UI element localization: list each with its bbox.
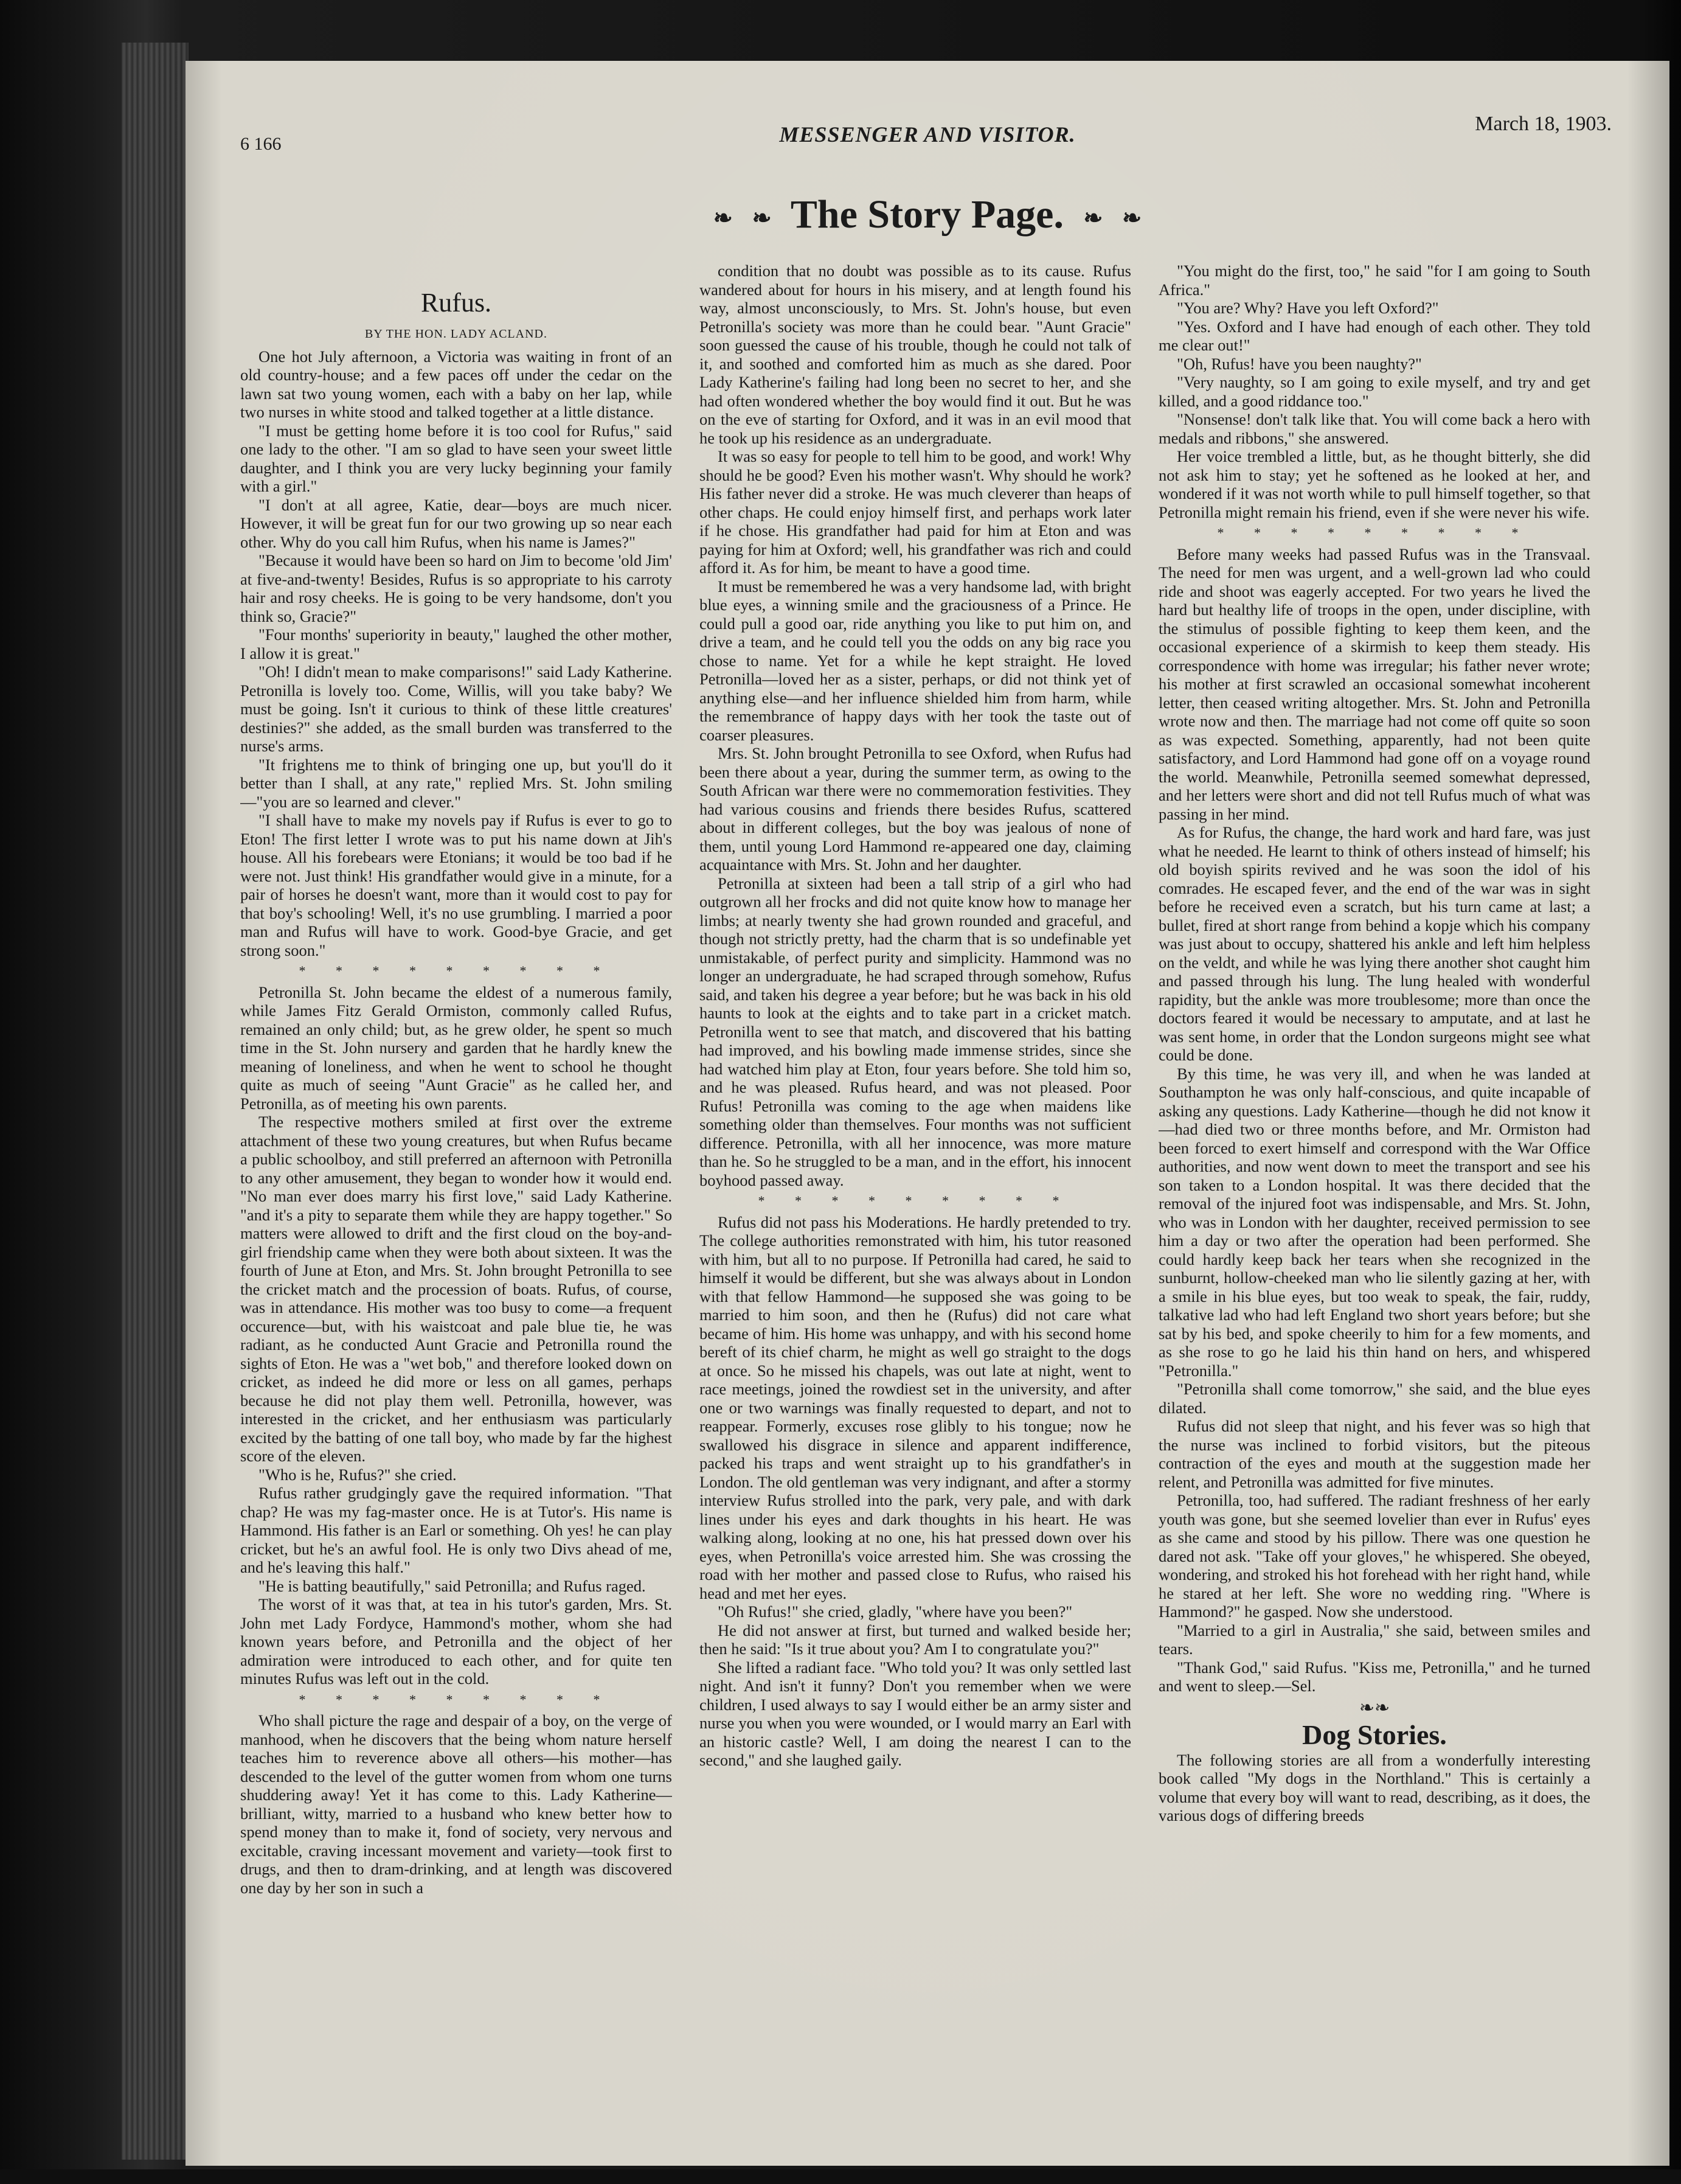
story-paragraph: Her voice trembled a little, but, as he thought bitterly, she did not ask him to stay; yet he softened as he looked at her, and wondered if it was not worth while to pull himself together, so that Petronilla might remain his friend, even if she were never his wife.: [1159, 447, 1590, 521]
story-paragraph: One hot July afternoon, a Victoria was waiting in front of an old country-house; and a few paces off under the cedar on the lawn sat two young women, each with a baby on her lap, while two nurses in white stood and talked together at a little distance.: [240, 347, 672, 421]
leaf-ornament-icon: ❧: [1083, 206, 1103, 232]
story-paragraph: The respective mothers smiled at first over the extreme attachment of these two young creatures, but when Rufus became a public schoolboy, and still preferred an afternoon with Petronilla to any other amusement, they began to wonder how it would end. "No man ever does marry his first love," said Lady Katherine. "and it's a pity to separate them while they are happy together." So matters were allowed to drift and the first cloud on the boy-and-girl friendship came when they were both about sixteen. It was the fourth of June at Eton, and Mrs. St. John brought Petronilla to see the cricket match and the procession of boats. Rufus, of course, was in attendance. His mother was too busy to come—a frequent occurence—but, with his waistcoat and pale blue tie, he was radiant, as he conducted Aunt Gracie and Petronilla round the sights of Eton. He was a "wet bob," and therefore looked down on cricket, as indeed he did more or less on all games, perhaps because he did not play them well. Petronilla, however, was interested in the cricket, and her enthusiasm was particularly excited by the batting of one tall boy, who made by far the highest score of the eleven.: [240, 1113, 672, 1465]
story-paragraph: "Married to a girl in Australia," she said, between smiles and tears.: [1159, 1621, 1590, 1658]
page-number: 6 166: [240, 134, 282, 154]
story-paragraph: Who shall picture the rage and despair of a boy, on the verge of manhood, when he discovers that the being whom nature herself teaches him to reverence above all others—his mother—has descended to the level of the gutter women from whom one turns shuddering away! Yet it has come to this. Lady Katherine—brilliant, witty, married to a husband who knew better how to spend money than to make it, fond of society, very nervous and excitable, craving incessant movement and variety—took first to drugs, and then to dram-drinking, and at length was discovered one day by her son in such a: [240, 1711, 672, 1897]
story-paragraph: "Yes. Oxford and I have had enough of each other. They told me clear out!": [1159, 317, 1590, 354]
column-2: [699, 262, 1131, 2160]
leaf-ornament-icon: ❧: [1122, 206, 1142, 232]
story-paragraph: "It frightens me to think of bringing one up, but you'll do it better than I shall, at any rate," replied Mrs. St. John smiling—"you are so learned and clever.": [240, 755, 672, 811]
story-paragraph: "Thank God," said Rufus. "Kiss me, Petronilla," and he turned and went to sleep.—Sel.: [1159, 1658, 1590, 1695]
story-paragraph: "I don't at all agree, Katie, dear—boys are much nicer. However, it will be great fun for our two growing up so near each other. Why do you call him Rufus, when his name is James?": [240, 495, 672, 551]
story-paragraph: It was so easy for people to tell him to be good, and work! Why should he be good? Even his mother wasn't. Why should he work? His father never did a stroke. He was much cleverer than heaps of other chaps. He could enjoy himself first, and perhaps work later if he chose. His grandfather had paid for him at Eton and was paying for him at Oxford; well, his grandfather was rich and could afford it. As for him, be meant to have a good time.: [699, 447, 1131, 577]
story-paragraph: She lifted a radiant face. "Who told you? It was only settled last night. And isn't it funny? Don't you remember when we were children, I used always to say I would either be an army sister and nurse you when you were wounded, or I would marry an Earl with an historic castle? Well, I am doing the nearest I can to the second," and she laughed gaily.: [699, 1658, 1131, 1769]
story-paragraph: "Nonsense! don't talk like that. You will come back a hero with medals and ribbons," she answered.: [1159, 410, 1590, 447]
divider-ornament-icon: [1159, 1699, 1590, 1718]
story-paragraph: Before many weeks had passed Rufus was in the Transvaal. The need for men was urgent, and a well-grown lad who could ride and shoot was eagerly accepted. For two years he lived the hard but healthy life of troops in the open, under discipline, with the stimulus of possible fighting to keep them keen, and the occasional experience of a skirmish to keep them steady. His correspondence with home was irregular; his father never wrote; his mother at first scrawled an occasional somewhat incoherent letter, then ceased writing altogether. Mrs. St. John and Petronilla wrote now and then. The marriage had not come off quite so soon as was expected. Something, apparently, had not been quite satisfactory, and Lord Hammond had gone off on a voyage round the world. Meanwhile, Petronilla seemed somewhat depressed, and her letters were short and did not tell Rufus much of what was passing in her mind.: [1159, 544, 1590, 823]
story-paragraph: "Oh, Rufus! have you been naughty?": [1177, 354, 1422, 373]
story-paragraph: The worst of it was that, at tea in his tutor's garden, Mrs. St. John met Lady Fordyce, Hammond's mother, whom she had known years before, and Petronilla and the object of her admiration were introduced to each other, and for quite ten minutes Rufus was left out in the cold.: [240, 1595, 672, 1688]
story-paragraph: As for Rufus, the change, the hard work and hard fare, was just what he needed. He learnt to think of others instead of himself; his old boyish spirits revived and he was soon the idol of his comrades. He escaped fever, and the end of the war was in sight before he received even a scratch, but his turn came at last; a bullet, fired at short range from behind a kopje which his company was just about to occupy, shattered his ankle and left him helpless on the veldt, and while he was lying there another shot caught him and passed through his lung. The lung healed with wonderful rapidity, but the ankle was more troublesome; more than once the doctors feared it would be necessary to amputate, and at last he was sent home, in order that the London surgeons might see what could be done.: [1159, 823, 1590, 1064]
column-3: [1159, 262, 1590, 2160]
story-paragraph: By this time, he was very ill, and when he was landed at Southampton he was only half-conscious, and quite incapable of asking any questions. Lady Katherine—though he did not know it—had died two or three months before, and Mr. Ormiston had been forced to exert himself and correspond with the War Office authorities, and now went down to meet the transport and see his son taken to a London hospital. It was there decided that the removal of the injured foot was indispensable, and Mrs. St. John, who was in London with her daughter, received permission to see him a day or two after the operation had been performed. She could hardly keep back her tears when she recognized in the sunburnt, hollow-cheeked man who lie silently gazing at her, with a smile in his blue eyes, but too weak to speak, the fair, ruddy, talkative lad who had left England two short years before; but she sat by his bed, and spoke cheerily to him for a few moments, and as she rose to go he laid his thin hand on hers, and whispered "Petronilla.": [1159, 1064, 1590, 1380]
story-paragraph: "Four months' superiority in beauty," laughed the other mother, I allow it is great.": [240, 625, 672, 663]
story-paragraph: Petronilla at sixteen had been a tall strip of a girl who had outgrown all her frocks and did not quite know how to manage her limbs; at nearly twenty she had grown rounded and graceful, and though not strictly pretty, had the charm that is so undefinable yet unmistakable, of perfect purity and simplicity. Hammond was no longer an undergraduate, he had scraped through somehow, Rufus said, and taken his degree a year before; but he was back in his old haunts to look at the eights and to take part in a cricket match. Petronilla went to see that match, and discovered that his batting had improved, and his bowling made immense strides, since she had watched him play at Eton, four years before. She told him so, and he was pleased. Rufus heard, and was not pleased. Poor Rufus! Petronilla was coming to the age when maidens like something older than themselves. Four months was not sufficient difference. Petronilla, with all her innocence, was more mature than he. So he struggled to be a man, and in the effort, his innocent boyhood passed away.: [699, 874, 1131, 1189]
story-paragraph: "Because it would have been so hard on Jim to become 'old Jim' at five-and-twenty! Besides, Rufus is so appropriate to his carroty hair and rosy cheeks. He is going to be very handsome, don't you think so, Gracie?": [240, 551, 672, 625]
story-paragraph: Rufus did not pass his Moderations. He hardly pretended to try. The college authorities remonstrated with him, his tutor reasoned with him, but all to no purpose. If Petronilla had cared, he said to himself it would be different, but she was always about in London with that fellow Hammond—he supposed she was going to be married to him soon, and then he (Rufus) did not care what became of him. His home was unhappy, and with his second home bereft of its chief charm, he might as well go straight to the dogs at once. So he missed his chapels, was out late at night, went to race meetings, joined the rowdiest set in the university, and after one or two warnings was finally requested to depart, and not to reappear. Formerly, excuses rose glibly to his tongue; now he swallowed his disgrace in silence and apparent indifference, packed his traps and went straight up to his grandfather's in London. The old gentleman was very indignant, and after a stormy interview Rufus strolled into the park, very pale, and with dark lines under his eyes and dark thoughts in his heart. He was walking along, looking at no one, his hat pressed down over his eyes, when Petronilla's voice arrested him. She was crossing the road with her mother and passed close to Rufus, who raised his head and met her eyes.: [699, 1212, 1131, 1602]
section-break-stars: * * * * * * * * *: [299, 1691, 614, 1707]
story-paragraph: He did not answer at first, but turned and walked beside her; then he said: "Is it true about you? Am I to congratulate you?": [699, 1621, 1131, 1658]
story-paragraph: "I shall have to make my novels pay if Rufus is ever to go to Eton! The first letter I wrote was to put his name down at Jih's house. All his forebears were Etonians; it would be too bad if he were not. Just think! His grandfather would give in a minute, for a pair of horses he doesn't want, more than it would cost to pay for that boy's schooling! Well, it's no use grumbling. I married a poor man and Rufus will have to work. Good-bye Gracie, and get strong soon.": [240, 811, 672, 959]
leaf-ornament-icon: ❧: [752, 206, 772, 232]
section-heading: [185, 192, 1669, 238]
story-paragraph: "Oh! I didn't mean to make comparisons!" said Lady Katherine. Petronilla is lovely too. Come, Willis, will you take baby? We must be going. Isn't it curious to think of these little creatures' destinies?" she added, as the small burden was transferred to the nurse's arms.: [240, 663, 672, 755]
story-title: Rufus.: [420, 288, 492, 318]
column-1: [240, 286, 672, 2184]
section-break-stars: * * * * * * * * *: [299, 963, 614, 978]
story-paragraph: "Oh Rufus!" she cried, gladly, "where have you been?": [718, 1602, 1073, 1621]
story-paragraph: "Petronilla shall come tomorrow," she said, and the blue eyes dilated.: [1159, 1380, 1590, 1417]
section-break-stars: * * * * * * * * *: [1217, 525, 1532, 540]
story-paragraph: "You are? Why? Have you left Oxford?": [1177, 299, 1439, 317]
page-edges: [122, 43, 189, 2160]
section-title: The Story Page.: [790, 192, 1064, 237]
section-break-stars: * * * * * * * * *: [758, 1193, 1073, 1208]
issue-date: March 18, 1903.: [1475, 113, 1612, 135]
article-columns: [240, 262, 1615, 2160]
dog-stories-intro: The following stories are all from a wonderfully interesting book called "My dogs in the Northland." This is certainly a volume that every boy will want to read, describing, as it does, the various dogs of differing breeds: [1159, 1750, 1590, 1824]
story-paragraph: Rufus did not sleep that night, and his fever was so high that the nurse was inclined to forbid visitors, but the piteous contraction of the eyes and mouth at the suggestion made her relent, and Petronilla was admitted for five minutes.: [1159, 1417, 1590, 1491]
story-paragraph: "He is batting beautifully," said Petronilla; and Rufus raged.: [258, 1576, 646, 1595]
story-byline: BY THE HON. LADY ACLAND.: [365, 327, 547, 341]
story-paragraph: It must be remembered he was a very handsome lad, with bright blue eyes, a winning smile and the graciousness of a Prince. He could pull a good oar, ride anything you like to put him on, and drive a team, and he could tell you the odds on any big race you chose to name. Yet for a while he kept straight. He loved Petronilla—loved her as a sister, perhaps, or did not think yet of anything else—and her influence shielded him from harm, while the remembrance of happy days with her took the taste out of coarser pleasures.: [699, 577, 1131, 744]
story-paragraph: "You might do the first, too," he said "for I am going to South Africa.": [1159, 262, 1590, 299]
leaf-ornament-icon: ❧: [713, 206, 733, 232]
newspaper-page: [185, 61, 1669, 2166]
leaf-ornament-icon: ❧: [1359, 1697, 1374, 1718]
story-paragraph: Mrs. St. John brought Petronilla to see Oxford, when Rufus had been there about a year, during the summer term, as owing to the South African war there were no commemoration festivities. They had various cousins and friends there besides Rufus, scattered about in different colleges, but the boy was jealous of none of them, until young Lord Hammond re-appeared one day, claiming acquaintance with Mrs. St. John and her daughter.: [699, 744, 1131, 874]
story-paragraph: "Very naughty, so I am going to exile myself, and try and get killed, and a good riddance too.": [1159, 373, 1590, 410]
story-paragraph: Petronilla, too, had suffered. The radiant freshness of her early youth was gone, but she seemed lovelier than ever in Rufus' eyes as she came and stood by his pillow. There was one question he dared not ask. "Take off your gloves," he whispered. She obeyed, wondering, and stroked his hot forehead with her right hand, while he stared at her left. She wore no wedding ring. "Where is Hammond?" he gasped. Now she understood.: [1159, 1491, 1590, 1621]
story-paragraph: "I must be getting home before it is too cool for Rufus," said one lady to the other. "I am so glad to have seen your sweet little daughter, and I think you are very lucky beginning your family with a girl.": [240, 421, 672, 495]
column-3-body: [1159, 262, 1590, 1695]
story-paragraph: condition that no doubt was possible as to its cause. Rufus wandered about for hours in his misery, and at length found his way, almost unconsciously, to Mrs. St. John's house, but even Petronilla's society was more than he could bear. "Aunt Gracie" soon guessed the cause of his trouble, though he could not talk of it, and soothed and comforted him as much as she dared. Poor Lady Katherine's failing had long been no secret to her, and she had often wondered whether the boy would find it out. But he was on the eve of starting for Oxford, and it was in an evil mood that he took up his residence as an undergraduate.: [699, 262, 1131, 447]
story-paragraph: Rufus rather grudgingly gave the required information. "That chap? He was my fag-master once. He is at Tutor's. His name is Hammond. His father is an Earl or something. Oh yes! he can play cricket, but he's an awful fool. He is only two Divs ahead of me, and he's leaving this half.": [240, 1484, 672, 1576]
story-paragraph: Petronilla St. John became the eldest of a numerous family, while James Fitz Gerald Ormiston, commonly called Rufus, remained an only child; but, as he grew older, he spent so much time in the St. John nursery and garden that he hardly knew the meaning of loneliness, and when he went to school he thought quite as much of seeing "Aunt Gracie" as he called her, and Petronilla, as of meeting his own parents.: [240, 982, 672, 1113]
story-paragraph: "Who is he, Rufus?" she cried.: [258, 1465, 457, 1484]
dog-stories-title: Dog Stories.: [1302, 1719, 1447, 1750]
publication-title: MESSENGER AND VISITOR.: [779, 122, 1076, 147]
leaf-ornament-icon: ❧: [1374, 1697, 1390, 1718]
